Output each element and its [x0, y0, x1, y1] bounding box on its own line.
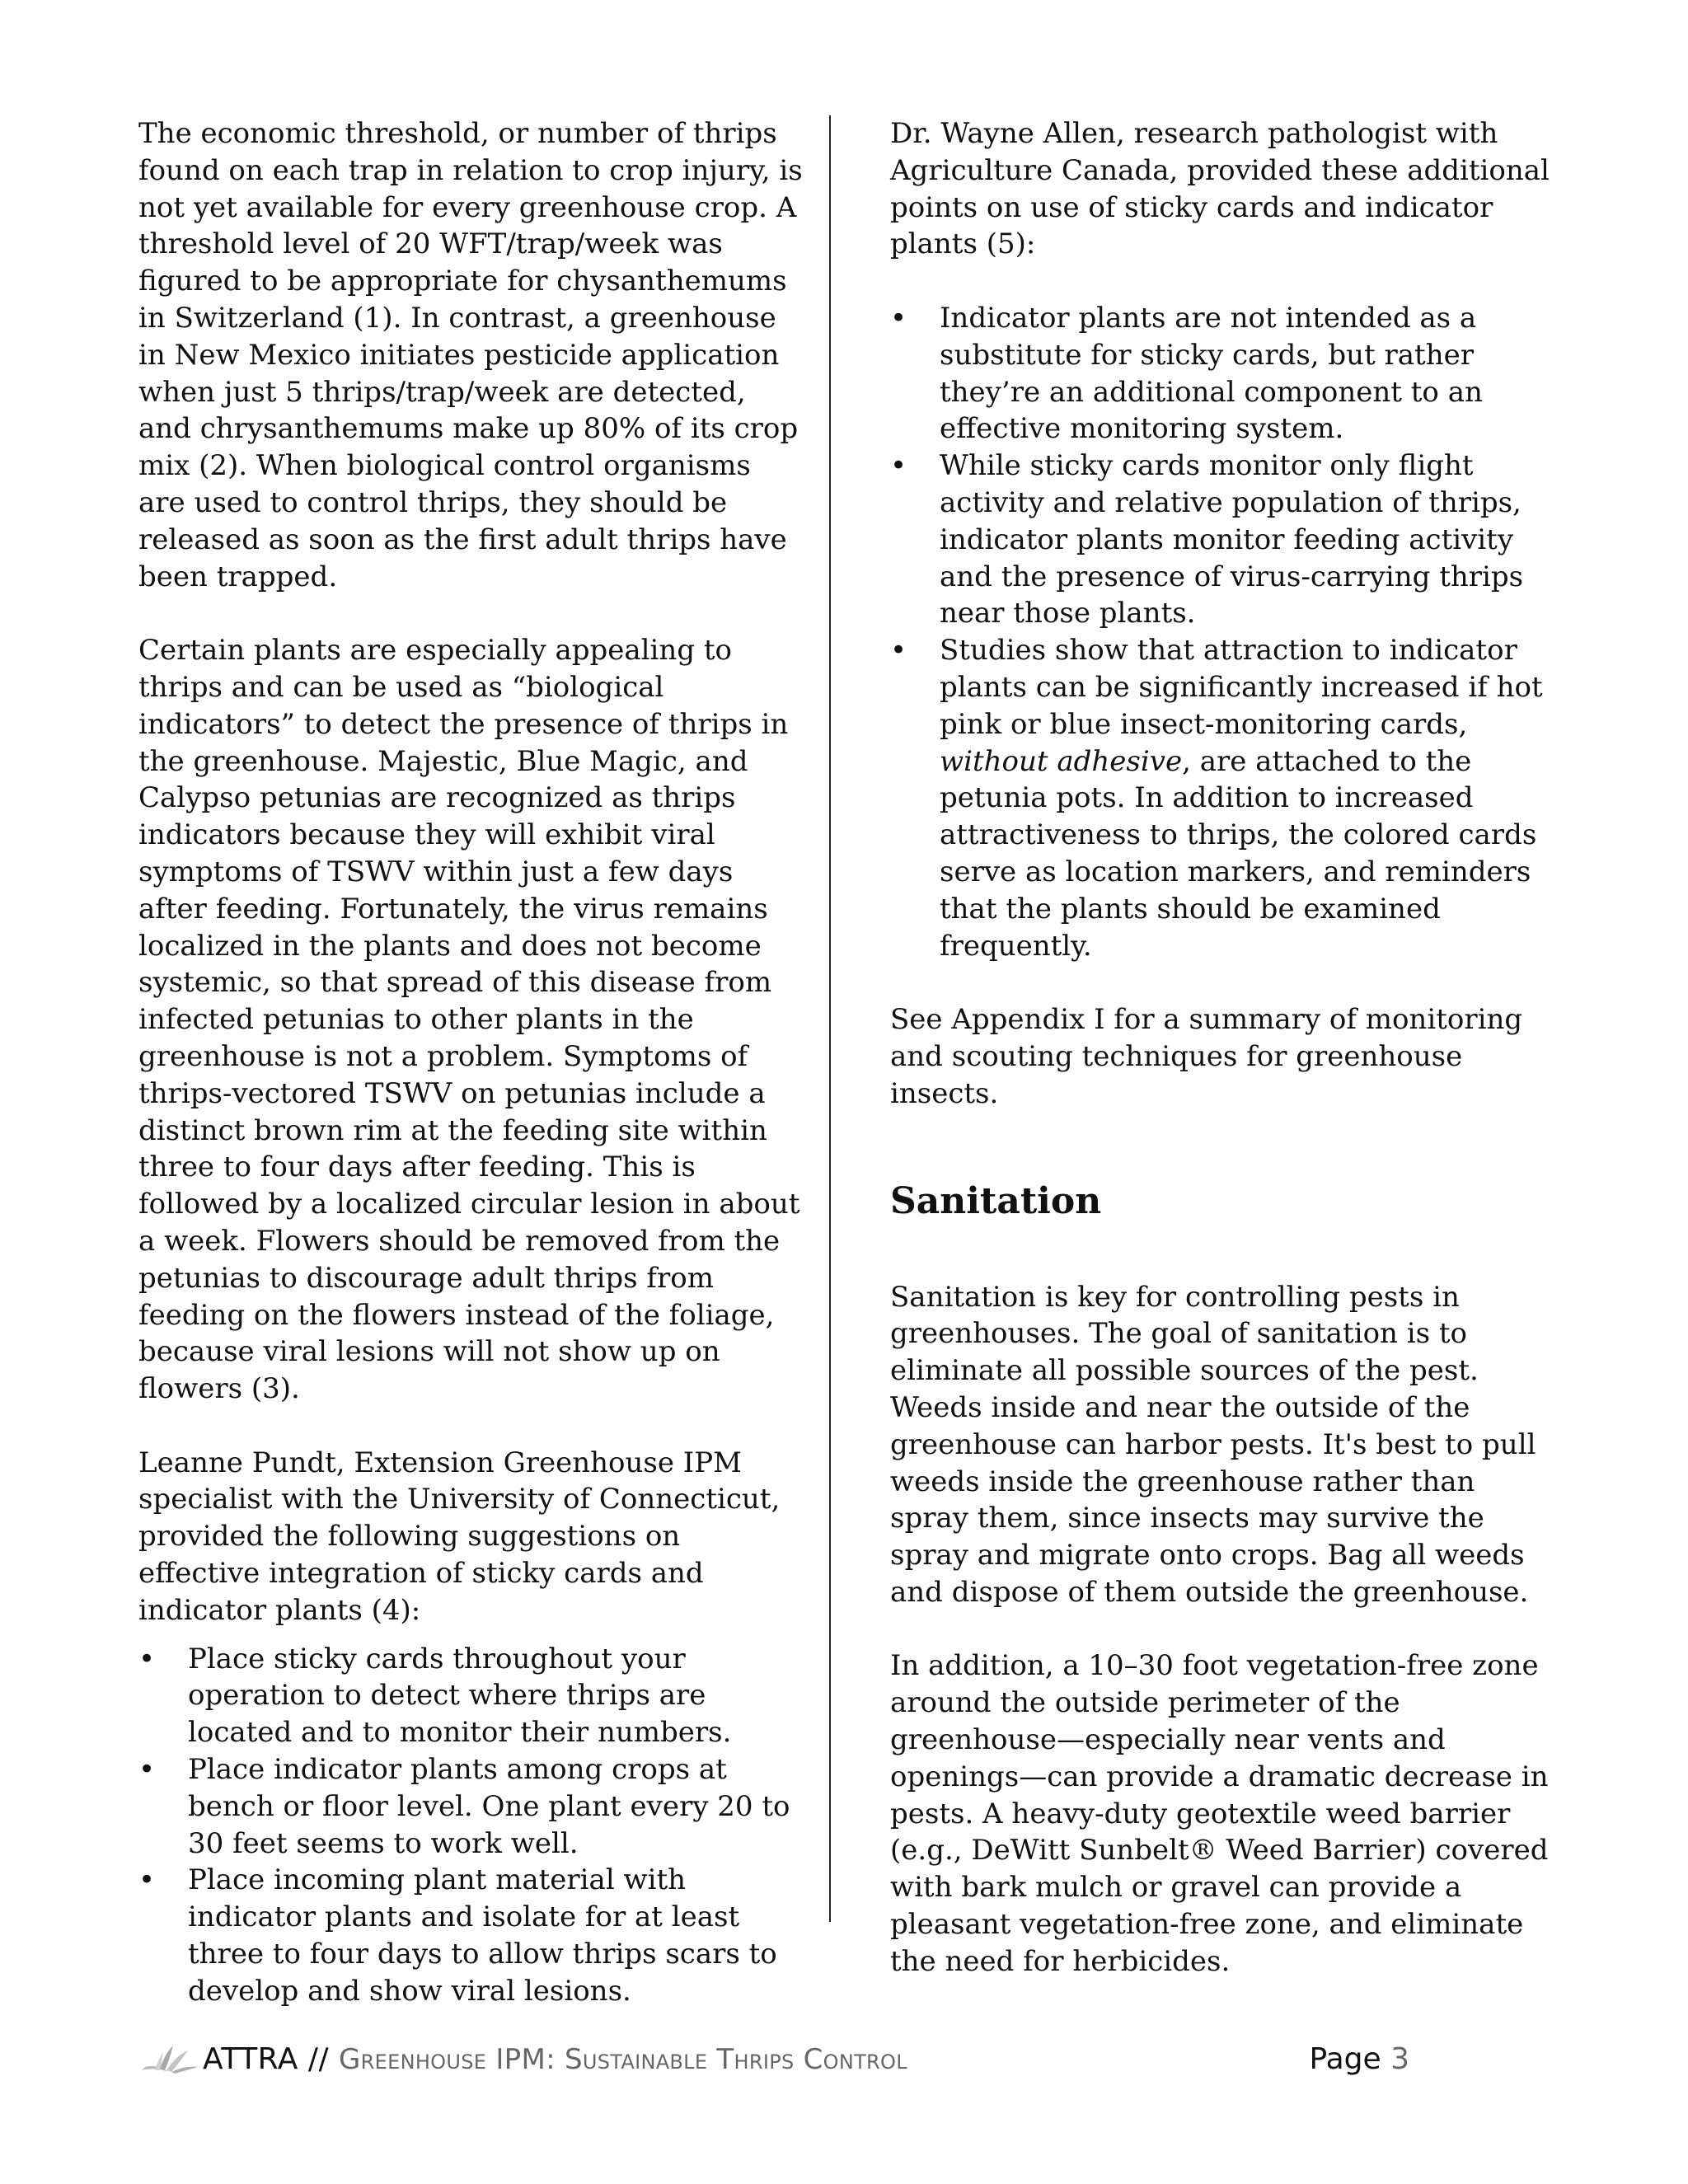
section-heading-sanitation: Sanitation [890, 1179, 1102, 1222]
paragraph-economic-threshold: The economic threshold, or number of thrips found on each trap in relation to crop injury, is not yet available for every greenhouse crop. A threshold level of 20 WFT/trap/week was figured to be appropriate for chysanthemums in Switzerland (1). In contrast, a greenhouse in New Mexico initiates pesticide application when just 5 thrips/trap/week are detected, and chrysanthemums make up 80% of its crop mix (2). When biological control organisms are used to control thrips, they should be released as soon as the first adult thrips have been trapped. [138, 117, 803, 593]
bullet-item: • Place incoming plant material with indicator plants and isolate for at least three to four days to allow thrips scars to develop and show viral lesions. [138, 1862, 806, 2009]
bullet-item: • Indicator plants are not intended as a substitute for sticky cards, but rather they’re an additional component to an effective monitoring system. [890, 300, 1550, 448]
right-column [890, 115, 1550, 1980]
page-number-value: 3 [1390, 2042, 1409, 2076]
bullet-item: • While sticky cards monitor only flight activity and relative population of thrips, indicator plants monitor feeding activity and the presence of virus-carrying thrips near those plants. [890, 448, 1550, 632]
page-footer [140, 2037, 1409, 2083]
bullet-item [890, 632, 1550, 964]
paragraph-vegetation-free-zone: In addition, a 10–30 foot vegetation-free zone around the outside perimeter of the greenhouse—especially near vents and openings—can provide a dramatic decrease in pests. A heavy-duty geotextile weed barrier (e.g., DeWitt Sunbelt® Weed Barrier) covered with bark mulch or gravel can provide a pleasant vegetation-free zone, and eliminate the need for herbicides. [890, 1649, 1549, 1978]
column-divider [829, 115, 831, 1922]
left-column [138, 115, 806, 2010]
footer-brand: ATTRA [203, 2042, 298, 2076]
footer-page-number [1309, 2042, 1409, 2076]
pundt-bullet-list [138, 1641, 806, 2010]
footer-separator: // [298, 2042, 340, 2076]
page-label: Page [1309, 2042, 1391, 2076]
bullet-item: • Place indicator plants among crops at bench or floor level. One plant every 20 to 30 feet seems to work well. [138, 1751, 806, 1862]
bullet-item: • Place sticky cards throughout your operation to detect where thrips are located and to monitor their numbers. [138, 1641, 806, 1751]
paragraph-biological-indicators: Certain plants are especially appealing to thrips and can be used as “biological indicators” to detect the presence of thrips in the greenhouse. Majestic, Blue Magic, and Calypso petunias are recognized as thrips indicators because they will exhibit viral symptoms of TSWV within just a few days after feeding. Fortunately, the virus remains localized in the plants and does not become systemic, so that spread of this disease from infected petunias to other plants in the greenhouse is not a problem. Symptoms of thrips-vectored TSWV on petunias include a distinct brown rim at the feeding site within three to four days after feeding. This is followed by a localized circular lesion in about a week. Flowers should be removed from the petunias to discourage adult thrips from feeding on the flowers instead of the foliage, because viral lesions will not show up on flowers (3). [138, 634, 800, 1406]
paragraph-appendix-reference: See Appendix I for a summary of monitoring and scouting techniques for greenhouse insects. [890, 1003, 1523, 1110]
attra-leaf-logo-icon [140, 2042, 199, 2075]
allen-bullet-list [890, 300, 1550, 964]
paragraph-allen-points: Dr. Wayne Allen, research pathologist with Agriculture Canada, provided these additional points on use of sticky cards and indicator plants (5): [890, 117, 1550, 261]
bullet-text: , are attached to the petunia pots. In addition to increased attractiveness to thrips, the colored cards serve as location markers, and reminders that the plants should be examined frequently. [940, 744, 1537, 963]
footer-title: Greenhouse IPM: Sustainable Thrips Control [339, 2043, 907, 2076]
emphasis-text: without adhesive [940, 744, 1183, 778]
paragraph-sanitation: Sanitation is key for controlling pests in greenhouses. The goal of sanitation is to eliminate all possible sources of the pest. Weeds inside and near the outside of the greenhouse can harbor pests. It's best to pull weeds inside the greenhouse rather than spray them, since insects may survive the spray and migrate onto crops. Bag all weeds and dispose of them outside the greenhouse. [890, 1280, 1536, 1609]
footer-publication [203, 2042, 907, 2076]
bullet-text: Studies show that attraction to indicator plants can be significantly increased if hot pink or blue insect-monitoring cards, [940, 634, 1543, 741]
paragraph-pundt-suggestions: Leanne Pundt, Extension Greenhouse IPM specialist with the University of Connecticut, provided the following suggestions on effective integration of sticky cards and indicator plants (4): [138, 1446, 781, 1627]
